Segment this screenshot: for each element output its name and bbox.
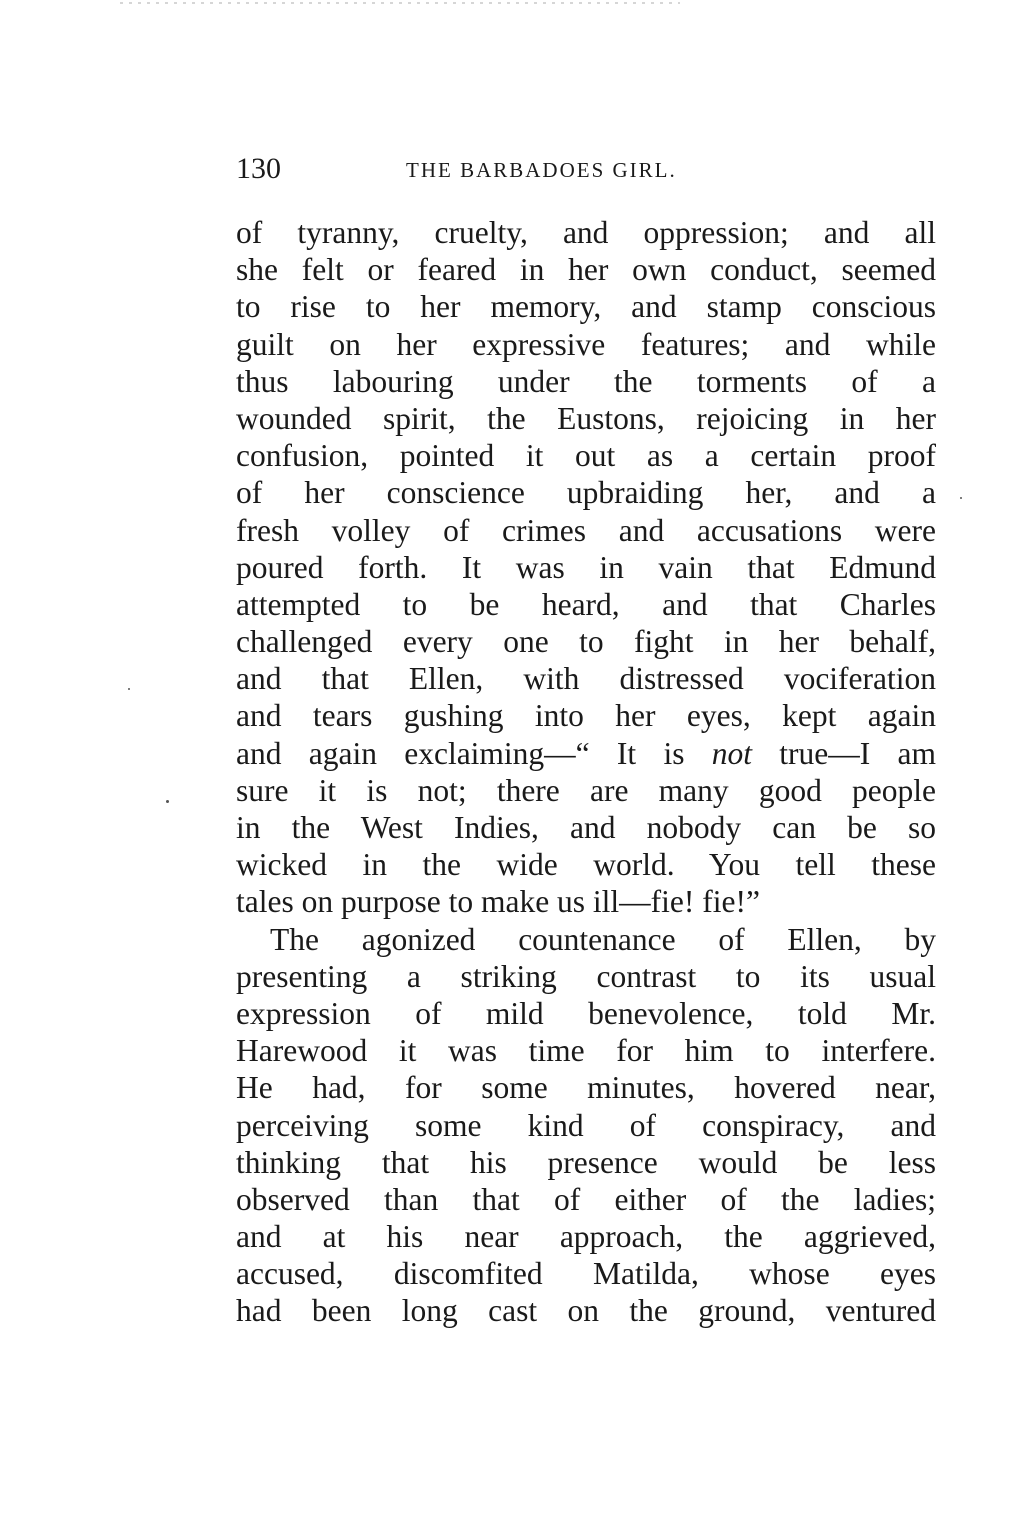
text-line: wicked in the wide world. You tell these bbox=[236, 847, 936, 883]
text-line: challenged every one to fight in her behalf, bbox=[236, 624, 936, 660]
text-line: He had, for some minutes, hovered near, bbox=[236, 1070, 936, 1106]
page-header bbox=[236, 152, 936, 192]
text-line-start: and again exclaiming—“ It is bbox=[236, 735, 685, 771]
page-number: 130 bbox=[236, 152, 281, 185]
text-line: presenting a striking contrast to its usual bbox=[236, 958, 936, 994]
text-line: observed than that of either of the ladies; bbox=[236, 1181, 936, 1217]
text-line-end: true—I am bbox=[779, 735, 937, 771]
text-line: perceiving some kind of conspiracy, and bbox=[236, 1107, 936, 1143]
text-line: poured forth. It was in vain that Edmund bbox=[236, 549, 936, 585]
italic-word: not bbox=[711, 735, 753, 771]
scan-speck bbox=[128, 688, 130, 690]
text-line: thinking that his presence would be less bbox=[236, 1144, 936, 1180]
body-text bbox=[236, 214, 936, 1330]
text-line: confusion, pointed it out as a certain proof bbox=[236, 438, 936, 474]
text-line: guilt on her expressive features; and while bbox=[236, 326, 936, 362]
running-title: THE BARBADOES GIRL. bbox=[406, 158, 677, 182]
text-line: and at his near approach, the aggrieved, bbox=[236, 1219, 936, 1255]
text-line: expression of mild benevolence, told Mr. bbox=[236, 995, 936, 1031]
text-line: Harewood it was time for him to interfere. bbox=[236, 1033, 936, 1069]
text-line-with-italic bbox=[236, 735, 936, 772]
text-line: she felt or feared in her own conduct, seemed bbox=[236, 252, 936, 288]
scan-speck bbox=[960, 497, 962, 499]
text-line: tales on purpose to make us ill—fie! fie!” bbox=[236, 884, 760, 920]
text-line: had been long cast on the ground, ventured bbox=[236, 1293, 936, 1329]
scan-speck bbox=[166, 800, 169, 803]
text-line: of her conscience upbraiding her, and a bbox=[236, 475, 936, 511]
text-line: sure it is not; there are many good people bbox=[236, 772, 936, 808]
text-line: wounded spirit, the Eustons, rejoicing in her bbox=[236, 400, 936, 436]
text-line: and that Ellen, with distressed vociferation bbox=[236, 661, 936, 697]
text-line: and tears gushing into her eyes, kept again bbox=[236, 698, 936, 734]
text-line: attempted to be heard, and that Charles bbox=[236, 586, 936, 622]
text-line: accused, discomfited Matilda, whose eyes bbox=[236, 1256, 936, 1292]
text-line: thus labouring under the torments of a bbox=[236, 363, 936, 399]
text-line: in the West Indies, and nobody can be so bbox=[236, 810, 936, 845]
paragraph-start-line: The agonized countenance of Ellen, by bbox=[270, 921, 936, 957]
text-line: of tyranny, cruelty, and oppression; and all bbox=[236, 215, 936, 250]
scan-artifact bbox=[120, 2, 680, 4]
text-line: to rise to her memory, and stamp conscious bbox=[236, 289, 936, 325]
text-line: fresh volley of crimes and accusations were bbox=[236, 512, 936, 548]
